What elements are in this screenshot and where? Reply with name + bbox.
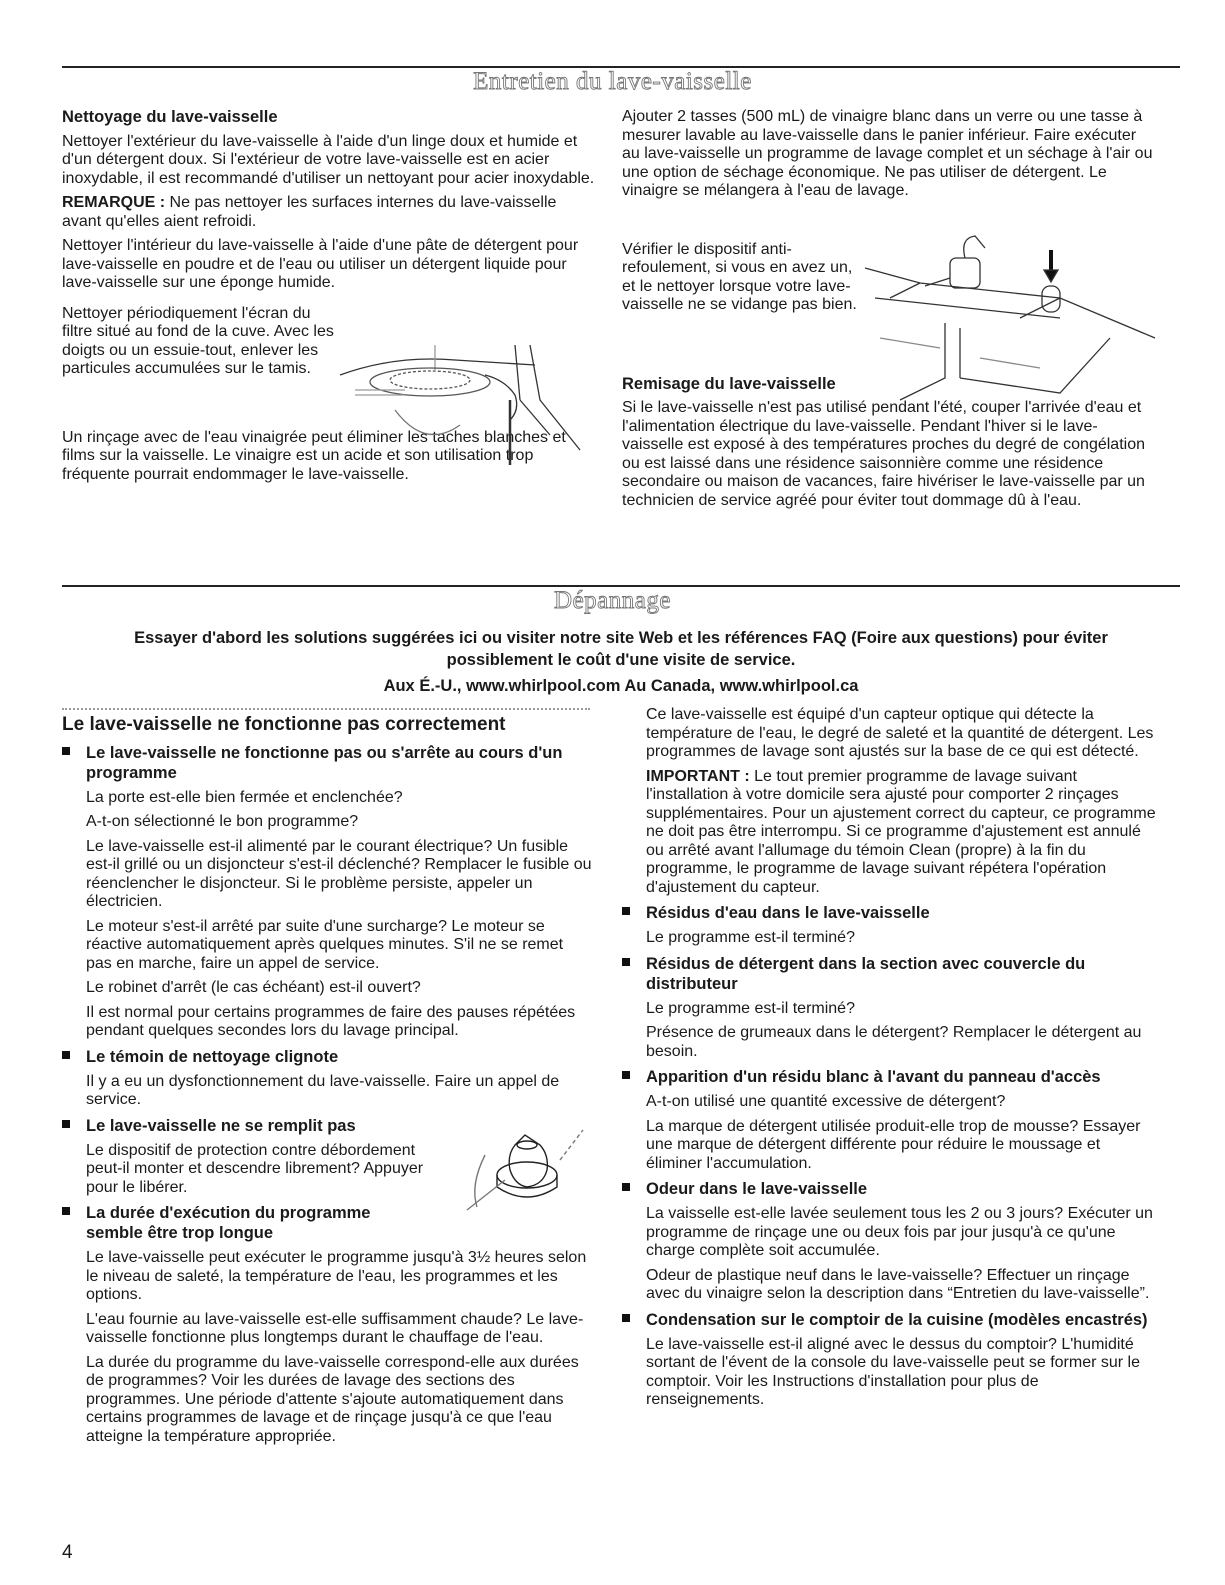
- bullet-icon: [622, 958, 630, 966]
- solution-text: La marque de détergent utilisée produit-elle trop de mousse? Essayer une marque de détergent différente pour réduire le moussage et éliminer l'accumulation.: [646, 1117, 1141, 1172]
- cleaning-heading: Nettoyage du lave-vaisselle: [62, 108, 278, 126]
- bullet-icon: [622, 907, 630, 915]
- problem-item: [622, 1067, 1157, 1087]
- note-text: Ne pas nettoyer les surfaces internes du lave-vaisselle avant qu'elles aient refroidi.: [62, 194, 557, 230]
- vinegar-instructions: Ajouter 2 tasses (500 mL) de vinaigre blanc dans un verre ou une tasse à mesurer lavable au lave-vaisselle dans le panier inférieur. Faire exécuter au lave-vaisselle un programme de lavage complet et un séchage à l'air ou une option de séchage économique. Ne pas utiliser de détergent. Le vinaigre se mélangera à l'eau de lavage.: [622, 108, 1153, 199]
- solution-text: Le programme est-il terminé?: [646, 929, 855, 946]
- problem-solutions: [622, 1205, 1157, 1304]
- problem-item: [62, 743, 592, 783]
- cleaning-note: [62, 194, 597, 231]
- troubleshooting-heading: Le lave-vaisselle ne fonctionne pas correctement: [62, 714, 506, 735]
- overfill-float-illustration: [465, 1125, 590, 1225]
- solution-text: L'eau fournie au lave-vaisselle est-elle suffisamment chaude? Le lave-vaisselle fonctionne plus longtemps durant le chauffage de l'eau.: [86, 1310, 584, 1346]
- important-note: [646, 768, 1157, 898]
- note-label: REMARQUE :: [62, 194, 166, 211]
- problem-solutions: [622, 1336, 1157, 1410]
- problem-item: [622, 1310, 1157, 1330]
- solution-text: Le lave-vaisselle est-il alimenté par le courant électrique? Un fusible est-il grillé ou un disjoncteur s'est-il déclenché? Remplacer le fusible ou réenclencher le disjoncteur. Si le problème persiste, appeler un électricien.: [86, 837, 592, 910]
- solution-text: Il est normal pour certains programmes de faire des pauses répétées pendant quelques secondes lors du lavage principal.: [86, 1003, 576, 1039]
- dotted-divider: [62, 708, 590, 710]
- troubleshooting-intro-line2: possiblement le coût d'une visite de service.: [446, 651, 796, 669]
- storage-heading: Remisage du lave-vaisselle: [622, 374, 836, 393]
- troubleshooting-intro-line1: Essayer d'abord les solutions suggérées ici ou visiter notre site Web et les références FAQ (Foire aux questions) pour éviter: [134, 629, 1108, 647]
- section-title-maintenance: Entretien du lave-vaisselle: [473, 68, 752, 95]
- bullet-icon: [622, 1183, 630, 1191]
- solution-text: La porte est-elle bien fermée et enclenchée?: [86, 788, 403, 806]
- solution-text: La durée du programme du lave-vaisselle correspond-elle aux durées de programmes? Voir les durées de lavage des sections des programmes. Une période d'attente s'ajoute automatiquement dans certains programmes de lavage et de rinçage jusqu'à ce que l'eau atteigne la température appropriée.: [86, 1353, 579, 1445]
- sensor-info: [622, 706, 1157, 897]
- vinegar-rinse-text: Un rinçage avec de l'eau vinaigrée peut éliminer les taches blanches et films sur la vaisselle. Le vinaigre est un acide et son utilisation trop fréquente pourrait endommager le lave-vaisselle.: [62, 428, 566, 483]
- problem-solutions: [622, 1093, 1157, 1173]
- solution-text: A-t-on sélectionné le bon programme?: [86, 813, 359, 830]
- problem-title: Condensation sur le comptoir de la cuisine (modèles encastrés): [646, 1310, 1148, 1329]
- problem-solutions: [622, 929, 1157, 948]
- important-text: Le tout premier programme de lavage suivant l'installation à votre domicile sera ajusté pour comporter 2 rinçages supplémentaires. Pour un ajustement correct du capteur, ce programme ne doit pas être interrompu. Si ce programme d'ajustement est annulé ou arrêté avant l'allumage du témoin Clean (propre) à la fin du programme, le programme de lavage suivant répétera l'opération d'ajustement du capteur.: [646, 767, 1156, 896]
- bullet-icon: [622, 1071, 630, 1079]
- bullet-icon: [62, 1120, 70, 1128]
- problem-solutions: [62, 1249, 592, 1446]
- problem-solutions: [622, 1000, 1157, 1062]
- solution-text: Présence de grumeaux dans le détergent? Remplacer le détergent au besoin.: [646, 1024, 1142, 1060]
- solution-text: Il y a eu un dysfonctionnement du lave-vaisselle. Faire un appel de service.: [86, 1072, 560, 1108]
- air-gap-illustration: [860, 228, 1160, 408]
- solution-text: Le moteur s'est-il arrêté par suite d'une surcharge? Le moteur se réactive automatiquement après quelques minutes. S'il ne se remet pas en marche, faire un appel de service.: [86, 917, 564, 972]
- troubleshooting-left-column: [62, 716, 592, 1452]
- bullet-icon: [62, 1051, 70, 1059]
- problem-title: Le lave-vaisselle ne se remplit pas: [86, 1116, 356, 1135]
- bullet-icon: [62, 1207, 70, 1215]
- air-gap-text: Vérifier le dispositif anti-refoulement, si vous en avez un, et le nettoyer lorsque votre lave-vaisselle ne se vidange pas bien.: [622, 240, 857, 313]
- problem-title: La durée d'exécution du programme semble être trop longue: [86, 1204, 371, 1242]
- filter-illustration: [335, 340, 585, 470]
- sensor-intro: Ce lave-vaisselle est équipé d'un capteur optique qui détecte la température de l'eau, le degré de saleté et la quantité de détergent. Les programmes de lavage sont ajustés sur la base de ce qui est détecté.: [646, 706, 1154, 760]
- page-number: 4: [62, 1542, 73, 1563]
- problem-title: Résidus d'eau dans le lave-vaisselle: [646, 904, 930, 922]
- solution-text: La vaisselle est-elle lavée seulement tous les 2 ou 3 jours? Exécuter un programme de rinçage une ou deux fois par jour jusqu'à ce qu'une charge complète soit accumulée.: [646, 1205, 1153, 1259]
- solution-text: Le lave-vaisselle est-il aligné avec le dessus du comptoir? L'humidité sortant de l'évent de la console du lave-vaisselle peut se former sur le comptoir. Voir les Instructions d'installation pour plus de renseignements.: [646, 1335, 1140, 1408]
- problem-item: [622, 903, 1157, 923]
- website-links: Aux É.-U., www.whirlpool.com Au Canada, www.whirlpool.ca: [383, 677, 859, 695]
- solution-text: Le lave-vaisselle peut exécuter le programme jusqu'à 3½ heures selon le niveau de saleté, la température de l'eau, les programmes et les options.: [86, 1249, 587, 1303]
- problem-solutions: [62, 1073, 592, 1110]
- filter-cleaning-text: Nettoyer périodiquement l'écran du filtre situé au fond de la cuve. Avec les doigts ou un essuie-tout, enlever les particules accumulées sur le tamis.: [62, 304, 334, 377]
- problem-title: Apparition d'un résidu blanc à l'avant du panneau d'accès: [646, 1068, 1101, 1086]
- problem-item: [622, 954, 1157, 994]
- problem-item: [62, 1047, 592, 1067]
- important-label: IMPORTANT :: [646, 767, 750, 785]
- solution-text: Odeur de plastique neuf dans le lave-vaisselle? Effectuer un rinçage avec du vinaigre selon la description dans “Entretien du lave-vaisselle”.: [646, 1266, 1150, 1302]
- solution-text: Le programme est-il terminé?: [646, 999, 855, 1017]
- problem-title: Le témoin de nettoyage clignote: [86, 1047, 339, 1066]
- bullet-icon: [62, 747, 70, 755]
- cleaning-interior-text: Nettoyer l'intérieur du lave-vaisselle à l'aide d'une pâte de détergent pour lave-vaisselle en poudre et de l'eau ou utiliser un détergent liquide pour lave-vaisselle sur une éponge humide.: [62, 237, 579, 291]
- problem-item: [622, 1179, 1157, 1199]
- section-title-troubleshooting: Dépannage: [554, 587, 671, 614]
- troubleshooting-right-column: [622, 706, 1157, 1416]
- problem-title: Résidus de détergent dans la section avec couvercle du distributeur: [646, 954, 1086, 993]
- problem-title: Le lave-vaisselle ne fonctionne pas ou s'arrête au cours d'un programme: [86, 743, 563, 782]
- solution-text: Le dispositif de protection contre débordement peut-il monter et descendre librement? Appuyer pour le libérer.: [86, 1141, 424, 1196]
- solution-text: Le robinet d'arrêt (le cas échéant) est-il ouvert?: [86, 979, 421, 996]
- problem-solutions: [62, 789, 592, 1041]
- storage-text: Si le lave-vaisselle n'est pas utilisé pendant l'été, couper l'arrivée d'eau et l'alimentation électrique du lave-vaisselle. Pendant l'hiver si le lave-vaisselle est exposé à des températures proches du degré de congélation ou est laissé dans une résidence saisonnière comme une résidence secondaire ou maison de vacances, faire hivériser le lave-vaisselle par un technicien de service agréé pour éviter tout dommage dû à l'eau.: [622, 399, 1145, 509]
- bullet-icon: [622, 1314, 630, 1322]
- solution-text: A-t-on utilisé une quantité excessive de détergent?: [646, 1093, 1006, 1110]
- cleaning-exterior-text: Nettoyer l'extérieur du lave-vaisselle à l'aide d'un linge doux et humide et d'un détergent doux. Si l'extérieur de votre lave-vaisselle est en acier inoxydable, il est recommandé d'utiliser un nettoyant pour acier inoxydable.: [62, 132, 595, 187]
- problem-title: Odeur dans le lave-vaisselle: [646, 1180, 868, 1198]
